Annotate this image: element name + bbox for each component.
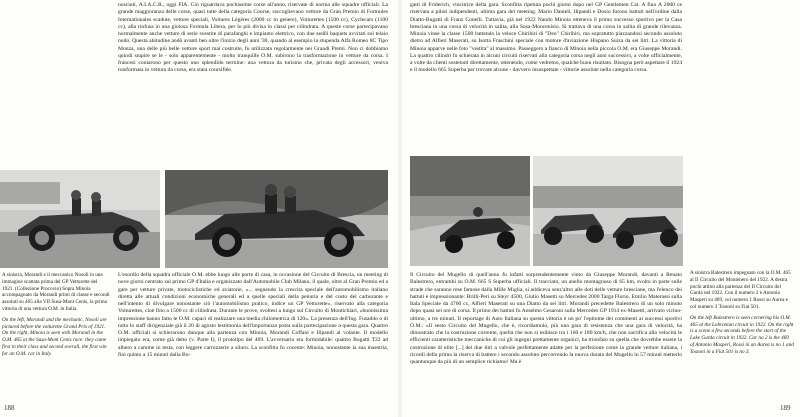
garda-start-photo — [533, 156, 683, 266]
right-page — [400, 0, 800, 417]
right-caption — [690, 270, 794, 400]
morandi-nosoli-photo — [0, 170, 160, 268]
page-number-right: 189 — [780, 404, 791, 412]
left-caption-italian: A sinistra, Morandi e il meccanico Nosoli in una immagine scattata prima del GP Vetturette del 1921. (Collezione Procovio) Sopra Minoia accompagnato da Morandi primi di classe e secondi assoluti su 465 alla VII Susa-Mont Cenis, la prima vittoria di una vettura O.M. in Italia. — [2, 272, 110, 312]
page-number-left: 188 — [4, 404, 15, 412]
right-top-text: gatti di Friderich, vincitrice della gara. Sconfitta ripetuta pochi giorni dopo nel GP Gentlemen Cat. A fino A 2000 ce riservata a piloti indipendenti, ultima gara del meeting. Mario Danieli, Ilipandi e Dosio furono battuti nell'ordine dalla Diatto-Bugatti di Franz Conelli. Tuttavia, già nel 1922 Nando Minoia otteneva il primo successo sportivo per la Casa bresciana in una corsa di velocità in salita, alla Susa-Moncenisio. Si trattava di una corsa in salita di grande rilevanza. Minoia vinse la classe 1500 battendo la veloce Chiribiri di "Deo" Chiribiri, ma sopratutto piazzandosi secondo assoluto dietro ad Alfieri Maserati, su Isotta Fraschini speciale con motore d'aviazione Hispano Suiza da sei litri. La vittoria di Minoia apparve nelle foto "vestita" al massimo. Passeggero a fianco di Minoia nella piccola O.M. era Giuseppe Morandi. La quattro cilindri fu schierata in alcuni circuiti riservati alla categoria corsa negli anni successivi, a volte ufficialmente, a volte da clienti sostenuti direttamente, ottenendo, come vedremo, qualche buon risultato. Bisogna però aspettare il 1924 e il modello 665 Superba per trovare alcune - davvero insospettate - vittorie assolute nella categoria corsa. — [410, 2, 682, 74]
montenero-photo — [410, 156, 530, 266]
left-top-text: nosciuti, A.I.A.C.R., oggi FIA. Ciò riguardava pochissime corse all'anno, riservate di norma alle squadre ufficiali. La grande maggioranza delle corse, quasi tutte della categoria Course, raccoglievano vetture da Gran Premio di Formules Internationales scadute, vetture speciali, Voitures Légères (2000 cc in genere), Voiturettes (1500 cc), Cyclecars (1100 cc), alla rinfusa in una gioiosa Formula Libera, per lo più divisa in classi per cilindrata. A queste corse partecipavano normalmente anche vetture di serie svestite di parafanghi e impianto elettrico, con due sedili baquets avvitati sul telaio nudo. Questa abitudine andò avanti ben oltre l'inizio degli anni '30, quando al esempio la stupenda Alfa Romeo 8C Tipo Monza, una delle più belle vetture sport mai costruite, fu utilizzata regolarmente nei Grandi Premi. Non ci dobbiamo quindi stupire se le - solo apparentemente - molto tranquille O.M. subirono la trasformazione in vetture da corsa. I francesi coniarono per questo uno splendido termine: una vettura da turismo che, privata degli accessori, veniva trasformata in vettura da corsa, era stata coursifiée. — [118, 2, 388, 74]
right-caption-italian: A sinistra Balestrero impegnato con la O.M. 465 al II Circuito del Montenero del 1922. A destra pochi attimi alla partenza del II Circuito del Garda nel 1922. Con il numero 2 e Antonio Masperi su 469, col numero 1 Rossi su Aurea e col numero 3 Tostoni su Fiat 501. — [690, 270, 791, 310]
left-caption-english: On the left, Morandi and the mechanic, Nosoli are pictured before the voiturette Grand Prix of 1921. On the right, Minoia is seen with Morandi in the O.M. 465 at the Susa-Mont Cenis race: they came first in their class and second overall, the first win for an O.M. car in Italy. — [2, 316, 107, 357]
left-bottom-text: L'esordio della squadra ufficiale O.M. ebbe luogo alle porte di casa, in occasione del Circuito di Brescia, un meeting di nove giorni centrato sul primo GP d'Italia e organizzato dall'Automobile Club Milano, il quale, oltre al Gran Premio ed a gare per vetture private, motociclistiche ed aviatorie, «... seguendo la crescita speciale dell'automobilismo italiano diretta alle attuali condizioni economiche generali ed a quelle speciali della penuria e del costo del carburante e nell'intento di divulgare nonostante ciò l'automobilismo pratico, indice un GP Vetturette», riservato alla categoria Voiturettes, cioè fino a 1500 cc di cilindrata. Durante le prove, svoltesi a lungo sul Circuito di Montichiari, «buonissima impressione hanno fatto le O.M. capaci di realizzare una media chilometrica di 120». La presenza dell'Ing. Fusaddo o di tutto lo staff dirigenziale già il 20 di agosto testimonia dell'importanza posta sulla partecipazione a questa gara. Quattro O.M. ufficiali si schierarono dunque alla partenza con Minoia, Morandi Coffani e Ilipandi al volante. Il modello impiegato era, come già detto (v. Parte I), il prototipo del 469. L'avversario era formidabile: quattro Bugatti T22 ad albero a camme in testa, con leggere carrozzerie a siluro. La sconfitta fu cocente: Minoia, nonostante la sua maestria, finì quinto a 15 minuti dalla Bu- — [118, 272, 388, 358]
right-bottom-text: Il Circuito del Mugello di quell'anno fu infatti sorprendentemente vinto da Giuseppe Morandi, davanti a Renato Balestrero, entrambi su O.M. 665 S Superba ufficiali. Il tracciato, un anello montagnoso di 65 km, svolto in parte sulle strade che saranno rese famose dalla Mille Miglia, si addiceva senz'altro alle doti delle vetture bresciane, ma l'elenco dei battuti è impressionante: Brilli-Peri su Steyr 4500, Giulio Masetti su Mercedes 2000 Targa Florio, Emilio Materassi sulla Itala Speciale da 4700 cc, Alfieri Maserati su una Diatto da sei litri. Morandi precedette Balestrero di un solo minuto dopo quasi sei ore di corsa. Il primo dei battuti fu Anselmo Cesaroni sulla Mercedes GP 1914 ex-Masetti, arrivato vicino-ultimo, a tre minuti. Il reportage di Auto Italiana su questa vittoria è un po' l'epitome dei commenti ai successi sportivi O.M.: «Il sesto Circuito del Mugello, che è, ricordiamolo, più una gara di resistenza che una gara di velocità, ha dimostrato che la costruzione corrente, quella che non si esibisce tra i 160 e 180 km/h, che non sacrifica alla velocità le efficienti caratteristiche meccaniche di cui gli ingegni prettamente organici, ha trionfato su quella che dovrebbe essere la costruzione di elite [...] dei due litri a valvole perfettamente adatte per la perfezione come la grande vetture italiana, i ricordi della prima la riserva di battere i secondo assoluto percorrendo la nuova durata del Mugello in 57 minuti metterlo quantunque da più di un semplice richiamo! Ma è — [410, 272, 682, 365]
right-caption-english: On the left Balestrero is seen cornering his O.M. 465 at the Lobronian circuit in 1922. On the right is a scene a few seconds before the start of the Lake Garda circuit in 1922. Car no 2 is the 469 of Antonio Masperi, Rossi in an Aurea is no 1 and Tostoni in a Fiat 501 is no 3. — [690, 314, 794, 355]
left-caption — [2, 272, 110, 400]
susa-mont-cenis-photo — [165, 170, 388, 268]
